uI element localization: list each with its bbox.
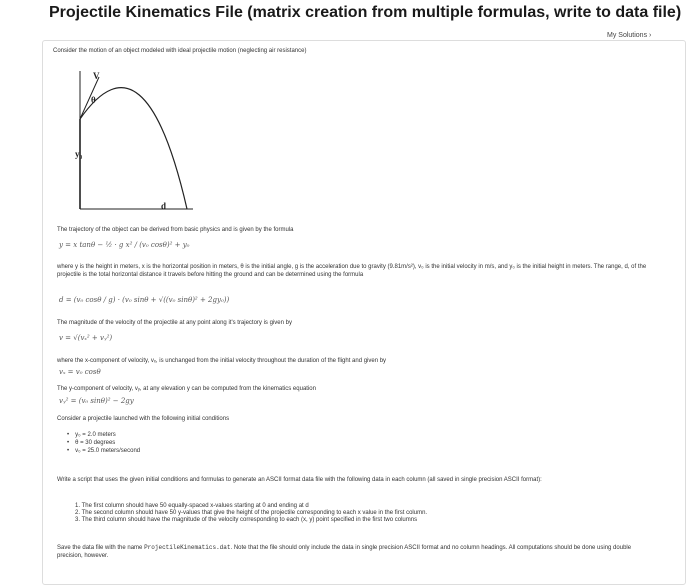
list-item: 1. The first column should have 50 equally-spaced x-values starting at 0 and ending at d	[75, 503, 309, 509]
problem-panel	[42, 40, 686, 585]
trajectory-figure	[65, 61, 195, 211]
equation-vx: vₓ = v₀ cosθ	[59, 368, 101, 376]
list-item: • y₀ = 2.0 meters	[67, 431, 140, 439]
paragraph-vx: where the x-component of velocity, vₓ, is unchanged from the initial velocity throughout the duration of the flight and given by	[57, 358, 387, 364]
paragraph-vy: The y-component of velocity, vᵧ, at any elevation y can be computed from the kinematics equation	[57, 386, 316, 392]
range-label: d	[161, 201, 167, 211]
velocity-vector	[80, 77, 99, 119]
angle-label: θ	[91, 95, 96, 105]
list-item: • v₀ = 25.0 meters/second	[67, 447, 140, 455]
equation-velocity: v = √(vₓ² + vᵧ²)	[59, 334, 113, 342]
velocity-label: V	[93, 71, 100, 81]
intro-text: Consider the motion of an object modeled with ideal projectile motion (neglecting air resistance)	[53, 48, 307, 54]
paragraph-variables: where y is the height in meters, x is the horizontal position in meters, θ is the initial angle, g is the acceleration due to gravity (9.81m/s²), v₀ is the initial velocity in m/s, and y₀ is the initial height in meters. The range, d, of the projectile is the total horizontal distance it travels before hitting the ground and can be determined using the formula	[57, 264, 647, 278]
list-item: 2. The second column should have 50 y-values that give the height of the projectile corresponding to each x value in the first column.	[75, 510, 428, 516]
list-item: 3. The third column should have the magnitude of the velocity corresponding to each (x, y) point specified in the first two columns	[75, 517, 418, 523]
equation-range: d = (v₀ cosθ / g) · (v₀ sinθ + √((v₀ sinθ)² + 2gy₀))	[59, 296, 230, 304]
paragraph-task: Write a script that uses the given initial conditions and formulas to generate an ASCII format data file with the following data in each column (all saved in single precision ASCII format):	[57, 477, 542, 483]
filename: ProjectileKinematics.dat	[144, 544, 231, 551]
my-solutions-link[interactable]: My Solutions ›	[607, 32, 652, 39]
page-title: Projectile Kinematics File (matrix creation from multiple formulas, write to data file)	[49, 4, 682, 21]
initial-height-label: y₀	[75, 149, 83, 159]
paragraph-conditions: Consider a projectile launched with the following initial conditions	[57, 416, 230, 422]
paragraph-save: Save the data file with the name ProjectileKinematics.dat. Note that the file should only include the data in single precision ASCII format and no column headings. All computations should be done using double precision, however.	[57, 544, 632, 559]
paragraph-velocity: The magnitude of the velocity of the projectile at any point along it's trajectory is given by	[57, 320, 292, 326]
steps-list	[75, 503, 427, 524]
trajectory-curve	[80, 88, 187, 209]
equation-vy: vᵧ² = (v₀ sinθ)² − 2gy	[59, 397, 134, 405]
conditions-list	[67, 431, 140, 455]
paragraph-trajectory: The trajectory of the object can be derived from basic physics and is given by the formula	[57, 227, 294, 233]
list-item: • θ = 30 degrees	[67, 439, 140, 447]
equation-trajectory: y = x tanθ − ½ · g x² / (v₀ cosθ)² + y₀	[59, 241, 190, 249]
